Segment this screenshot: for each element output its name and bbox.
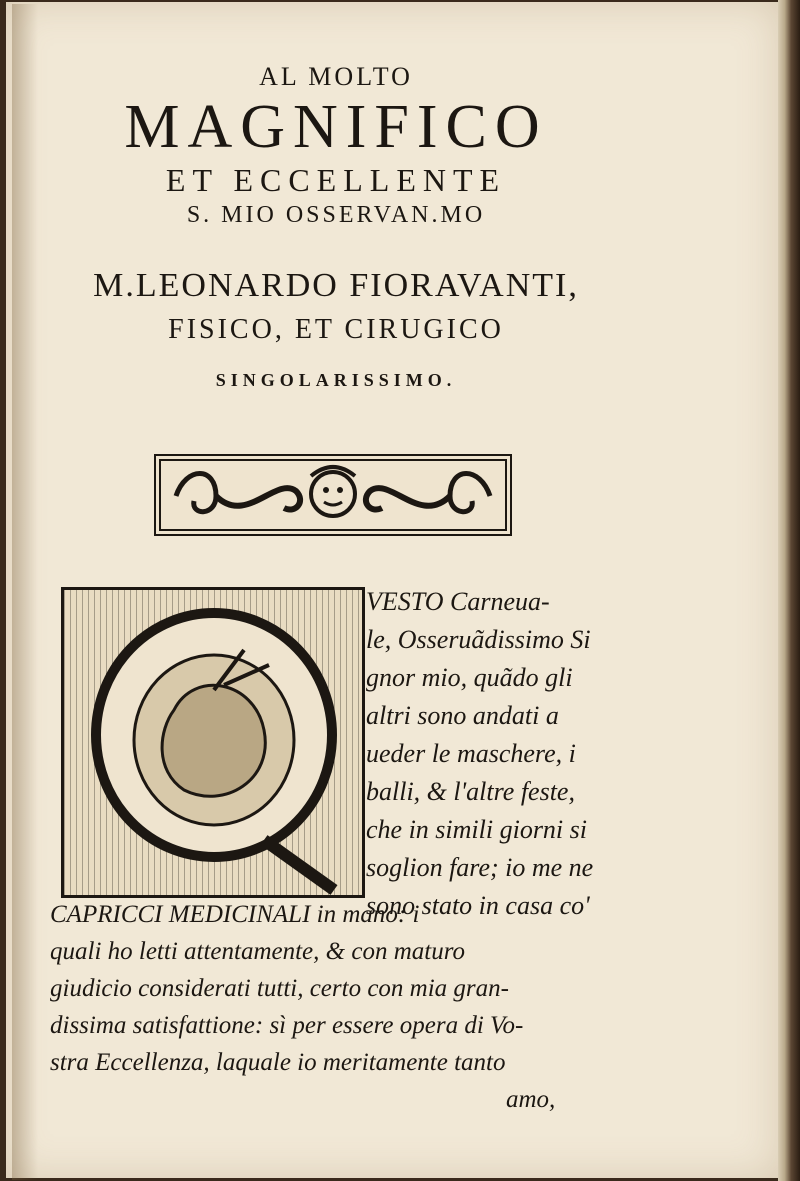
heading-line-1: AL MOLTO bbox=[259, 62, 413, 91]
ornament-scroll-icon bbox=[156, 456, 510, 534]
body-line-6: balli, & l'altre feste, bbox=[366, 777, 575, 806]
body-line-3: gnor mio, quãdo gli bbox=[366, 663, 573, 692]
body-line-14: stra Eccellenza, laquale io meritamente tanto bbox=[50, 1049, 506, 1076]
body-line-15: amo, bbox=[506, 1086, 556, 1113]
body-line-13: dissima satisfattione: sì per essere opera di Vo- bbox=[50, 1012, 524, 1039]
book-page-edge bbox=[778, 0, 800, 1181]
body-line-2: le, Osseruãdissimo Si bbox=[366, 625, 591, 654]
heading-line-6: FISICO, ET CIRUGICO bbox=[168, 314, 504, 345]
body-line-8: soglion fare; io me ne bbox=[366, 853, 594, 882]
book-page bbox=[6, 2, 778, 1178]
heading-line-4: S. MIO OSSERVAN.MO bbox=[186, 202, 486, 228]
body-line-12: giudicio considerati tutti, certo con mia gran- bbox=[50, 975, 509, 1002]
body-line-4: altri sono andati a bbox=[366, 701, 559, 730]
heading-line-2: MAGNIFICO bbox=[124, 93, 548, 161]
body-line-11: quali ho letti attentamente, & con maturo bbox=[50, 938, 465, 965]
woodcut-ornament-band bbox=[154, 454, 512, 536]
heading-line-7: SINGOLARISSIMO. bbox=[215, 370, 457, 390]
woodcut-initial-q-icon bbox=[61, 587, 365, 898]
heading-line-5: M.LEONARDO FIORAVANTI, bbox=[93, 267, 579, 304]
body-line-7: che in simili giorni si bbox=[366, 815, 587, 844]
body-line-10: CAPRICCI MEDICINALI in mano: i bbox=[50, 901, 420, 928]
heading-line-3: ET ECCELLENTE bbox=[165, 162, 507, 198]
body-line-5: ueder le maschere, i bbox=[366, 739, 576, 768]
woodcut-scene-icon bbox=[64, 590, 362, 895]
body-line-9: sono stato in casa co' bbox=[366, 891, 590, 920]
body-line-1: VESTO Carneua- bbox=[366, 587, 550, 616]
